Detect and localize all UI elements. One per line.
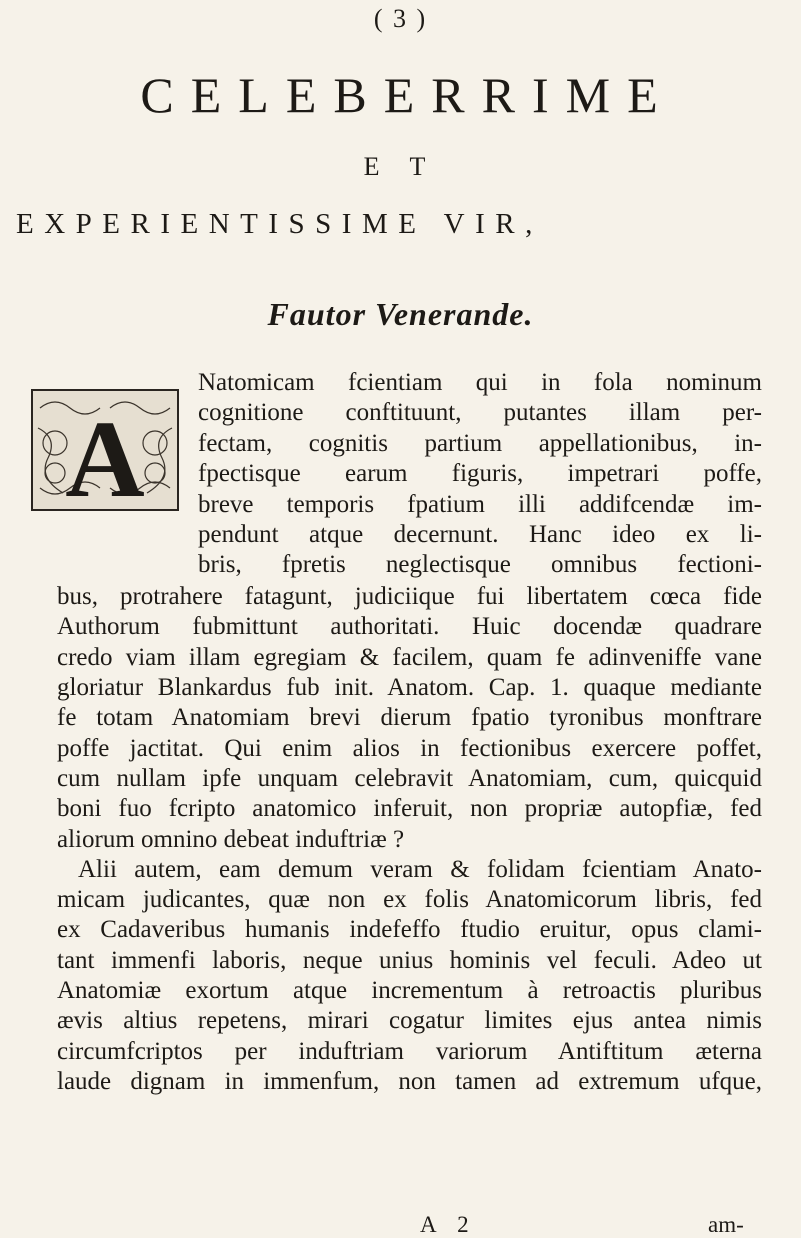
body-line: ex Cadaveribus humanis indefeffo ftudio eruitur, opus clami-: [57, 916, 762, 944]
decorated-initial-a: [30, 388, 180, 512]
body-line: micam judicantes, quæ non ex folis Anatomicorum libris, fed: [57, 886, 762, 914]
body-line: fectam, cognitis partium appellationibus, in-: [198, 429, 762, 457]
heading-line-3: EXPERIENTISSIME VIR,: [16, 208, 543, 240]
svg-text:A: A: [65, 398, 145, 512]
body-line: boni fuo fcripto anatomico inferuit, non propriæ autopfiæ, fed: [57, 795, 762, 823]
body-line: fe totam Anatomiam brevi dierum fpatio tyronibus monftrare: [57, 704, 762, 732]
body-line: ævis altius repetens, mirari cogatur limites ejus antea nimis: [57, 1007, 762, 1035]
body-line: gloriatur Blankardus fub init. Anatom. Cap. 1. quaque mediante: [57, 674, 762, 701]
body-line: breve temporis fpatium illi addifcendæ im-: [198, 490, 762, 518]
body-line: cognitione conftituunt, putantes illam per-: [198, 399, 762, 427]
body-line: bus, protrahere fatagunt, judiciique fui libertatem cœca fide: [57, 583, 762, 611]
body-line: Natomicam fcientiam qui in fola nominum: [198, 369, 762, 396]
signature-mark: A 2: [420, 1212, 477, 1237]
body-line: poffe jactitat. Qui enim alios in fectionibus exercere poffet,: [57, 734, 762, 762]
body-line: aliorum omnino debeat induftriæ ?: [57, 825, 405, 853]
page-number: ( 3 ): [373, 4, 428, 33]
heading-line-1: CELEBERRIME: [140, 67, 675, 123]
body-line: bris, fpretis neglectisque omnibus fectioni-: [198, 551, 762, 579]
body-line: Anatomiæ exortum atque incrementum à retroactis pluribus: [57, 977, 762, 1004]
body-line: circumfcriptos per induftriam variorum Antiftitum æterna: [57, 1037, 762, 1065]
body-line: laude dignam in immenfum, non tamen ad extremum ufque,: [57, 1067, 762, 1095]
body-line: Authorum fubmittunt authoritati. Huic docendæ quadrare: [57, 613, 762, 641]
body-line: cum nullam ipfe unquam celebravit Anatomiam, cum, quicquid: [57, 764, 762, 792]
body-line: credo viam illam egregiam & facilem, quam fe adinveniffe vane: [57, 643, 762, 671]
catchword: am-: [708, 1212, 744, 1237]
body-line: Alii autem, eam demum veram & folidam fcientiam Anato-: [78, 855, 762, 883]
heading-line-2: E T: [363, 152, 438, 181]
body-line: tant immenfi laboris, neque unius hominis vel feculi. Adeo ut: [57, 946, 762, 974]
body-line: pendunt atque decernunt. Hanc ideo ex li-: [198, 521, 762, 548]
salutation: Fautor Venerande.: [267, 296, 534, 332]
body-line: fpectisque earum figuris, impetrari poffe,: [198, 460, 762, 488]
ornament-initial-icon: [30, 388, 180, 512]
